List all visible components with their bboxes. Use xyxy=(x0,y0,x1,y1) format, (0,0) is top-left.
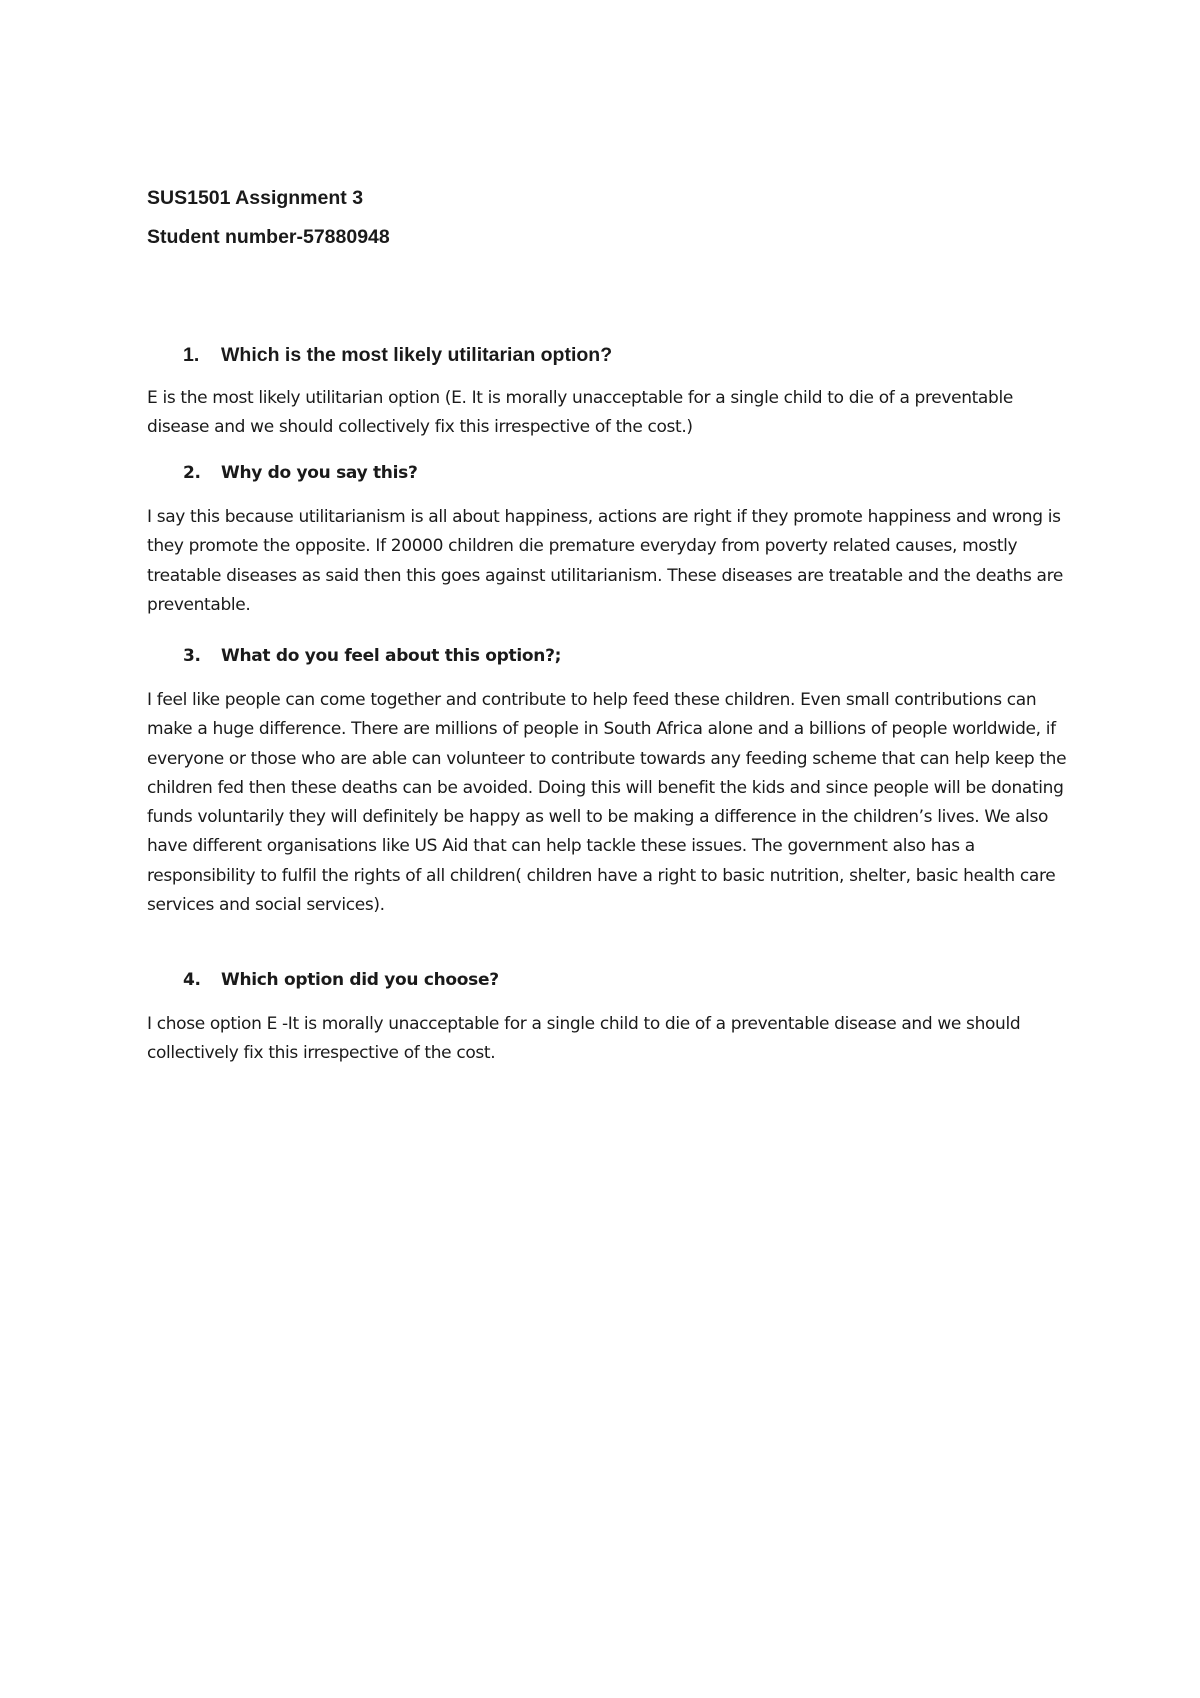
answer-2: I say this because utilitarianism is all about happiness, actions are right if they promote happiness and wrong is they promote the opposite. If 20000 children die premature everyday from poverty related causes, mostly treatable diseases as said then this goes against utilitarianism. These diseases are treatable and the deaths are preventable. xyxy=(147,507,1063,615)
question-4 xyxy=(147,970,1067,990)
answer-1: E is the most likely utilitarian option (E. It is morally unacceptable for a single child to die of a preventable disease and we should collectively fix this irrespective of the cost.) xyxy=(147,388,1013,438)
answer-4: I chose option E -It is morally unacceptable for a single child to die of a preventable disease and we should collectively fix this irrespective of the cost. xyxy=(147,1014,1021,1064)
question-number: 3. xyxy=(183,646,201,666)
question-text: Which option did you choose? xyxy=(221,970,499,990)
question-3 xyxy=(147,646,1067,666)
question-2 xyxy=(147,463,1067,483)
question-number: 4. xyxy=(183,970,201,990)
question-text: What do you feel about this option?; xyxy=(221,646,562,666)
question-text: Why do you say this? xyxy=(221,463,418,483)
question-number: 1. xyxy=(183,344,200,366)
question-1 xyxy=(147,344,1067,367)
answer-3: I feel like people can come together and contribute to help feed these children. Even small contributions can make a huge difference. There are millions of people in South Africa alone and a billions of people worldwide, if everyone or those who are able can volunteer to contribute towards any feeding scheme that can help keep the children fed then these deaths can be avoided. Doing this will benefit the kids and since people will be donating funds voluntarily they will definitely be happy as well to be making a difference in the children’s lives. We also have different organisations like US Aid that can help tackle these issues. The government also has a responsibility to fulfil the rights of all children( children have a right to basic nutrition, shelter, basic health care services and social services). xyxy=(147,690,1067,916)
student-number: Student number-57880948 xyxy=(147,226,390,248)
question-number: 2. xyxy=(183,463,201,483)
document-title: SUS1501 Assignment 3 xyxy=(147,187,364,209)
question-text: Which is the most likely utilitarian option? xyxy=(221,344,613,366)
